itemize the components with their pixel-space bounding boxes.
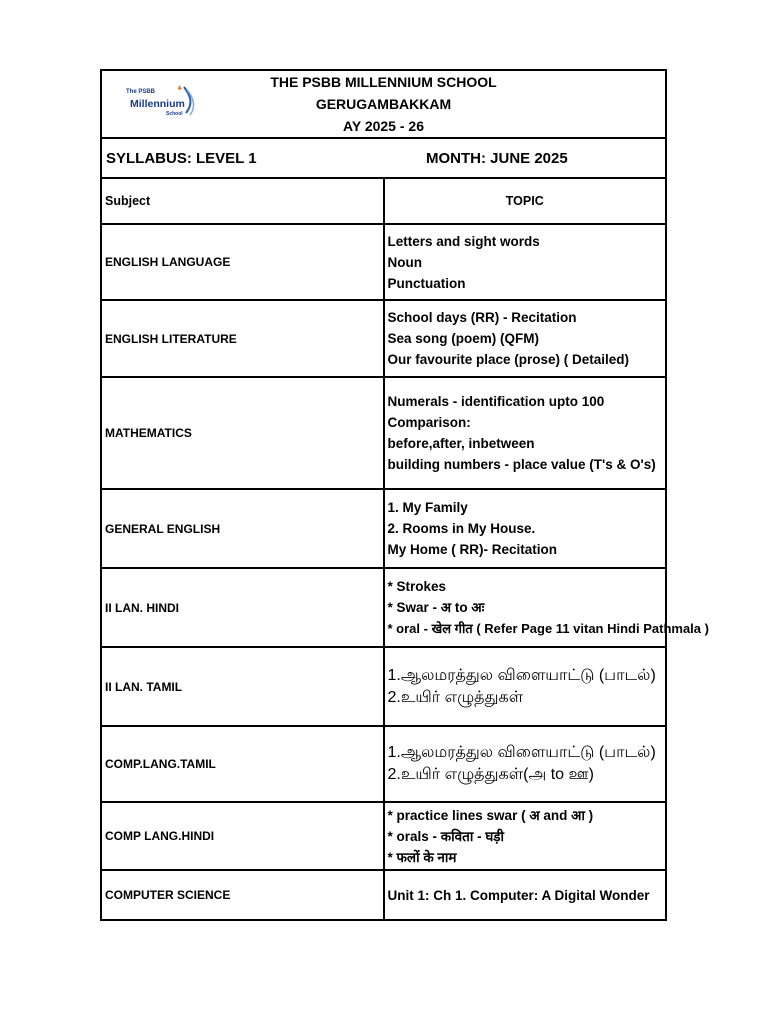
topic-line: Punctuation — [387, 275, 466, 291]
topic-line: * Strokes — [387, 579, 447, 594]
header-row — [101, 70, 666, 138]
topic-line: 2. Rooms in My House. — [387, 521, 536, 536]
topic-cell — [384, 489, 667, 568]
topic-line: 1. My Family — [387, 500, 468, 515]
school-name: THE PSBB MILLENNIUM SCHOOL — [270, 74, 497, 90]
header-cell — [101, 70, 666, 138]
syllabus-level: SYLLABUS: LEVEL 1 — [106, 149, 257, 167]
topic-line: * फलों के नाम — [387, 849, 457, 865]
logo-text-main: Millennium — [130, 98, 185, 110]
table-row — [101, 377, 666, 489]
topic-cell — [384, 300, 667, 377]
school-logo — [124, 81, 204, 123]
column-header-row — [101, 178, 666, 224]
topic-line: 1.ஆலமரத்துல விளையாட்டு (பாடல்) — [387, 666, 656, 684]
academic-year: AY 2025 - 26 — [343, 118, 424, 134]
topic-line: * orals - कविता - घड़ी — [387, 828, 505, 844]
topic-cell — [384, 568, 709, 647]
table-row — [101, 489, 666, 568]
topic-line: * Swar - अ to अः — [387, 600, 485, 615]
subject-cell: ENGLISH LITERATURE — [101, 300, 384, 377]
topic-line: Numerals - identification upto 100 — [387, 394, 605, 409]
topic-cell — [384, 224, 667, 300]
subject-cell: GENERAL ENGLISH — [101, 489, 384, 568]
topic-line: Our favourite place (prose) ( Detailed) — [387, 352, 630, 367]
subject-cell: II LAN. TAMIL — [101, 647, 384, 726]
topic-cell — [384, 802, 667, 870]
topic-cell — [384, 647, 667, 726]
table-row — [101, 870, 666, 920]
topic-line: 2.உயிர் எழுத்துகள்(அ to ஊ) — [387, 766, 594, 783]
syllabus-sheet — [100, 69, 709, 921]
syllabus-month: MONTH: JUNE 2025 — [426, 149, 568, 167]
syllabus-cell — [101, 138, 666, 178]
topic-line: Unit 1: Ch 1. Computer: A Digital Wonder — [387, 887, 650, 903]
topic-cell — [384, 726, 667, 802]
topic-cell — [384, 377, 667, 489]
topic-line: 1.ஆலமரத்துல விளையாட்டு (பாடல்) — [387, 744, 656, 761]
table-row — [101, 647, 666, 726]
topic-line: My Home ( RR)- Recitation — [387, 542, 558, 557]
topic-line: building numbers - place value (T's & O's) — [387, 457, 656, 472]
topic-line: * oral - खेल गीत ( Refer Page 11 vitan Hindi Pathmala ) — [387, 621, 709, 636]
syllabus-row — [101, 138, 666, 178]
topic-line: 2.உயிர் எழுத்துகள் — [387, 688, 524, 706]
school-location: GERUGAMBAKKAM — [315, 96, 452, 112]
subject-cell: COMP LANG.HINDI — [101, 802, 384, 870]
subject-cell: MATHEMATICS — [101, 377, 384, 489]
table-row — [101, 300, 666, 377]
logo-text-sub: School — [166, 111, 183, 117]
topic-line: * practice lines swar ( अ and आ ) — [387, 807, 594, 823]
subject-cell: ENGLISH LANGUAGE — [101, 224, 384, 300]
syllabus-table — [100, 69, 709, 921]
topic-line: Comparison: — [387, 415, 471, 430]
subject-cell: COMPUTER SCIENCE — [101, 870, 384, 920]
topic-column-header: TOPIC — [384, 178, 667, 224]
topic-line: Letters and sight words — [387, 233, 540, 249]
topic-line: before,after, inbetween — [387, 436, 535, 451]
logo-text-top: The PSBB — [126, 89, 156, 95]
topic-line: School days (RR) - Recitation — [387, 310, 577, 325]
table-row — [101, 224, 666, 300]
table-row — [101, 802, 666, 870]
subject-cell: II LAN. HINDI — [101, 568, 384, 647]
topic-cell — [384, 870, 667, 920]
table-row — [101, 568, 666, 647]
topic-line: Noun — [387, 254, 422, 270]
topic-line: Sea song (poem) (QFM) — [387, 331, 539, 346]
subject-cell: COMP.LANG.TAMIL — [101, 726, 384, 802]
table-row — [101, 726, 666, 802]
subject-column-header: Subject — [101, 178, 384, 224]
